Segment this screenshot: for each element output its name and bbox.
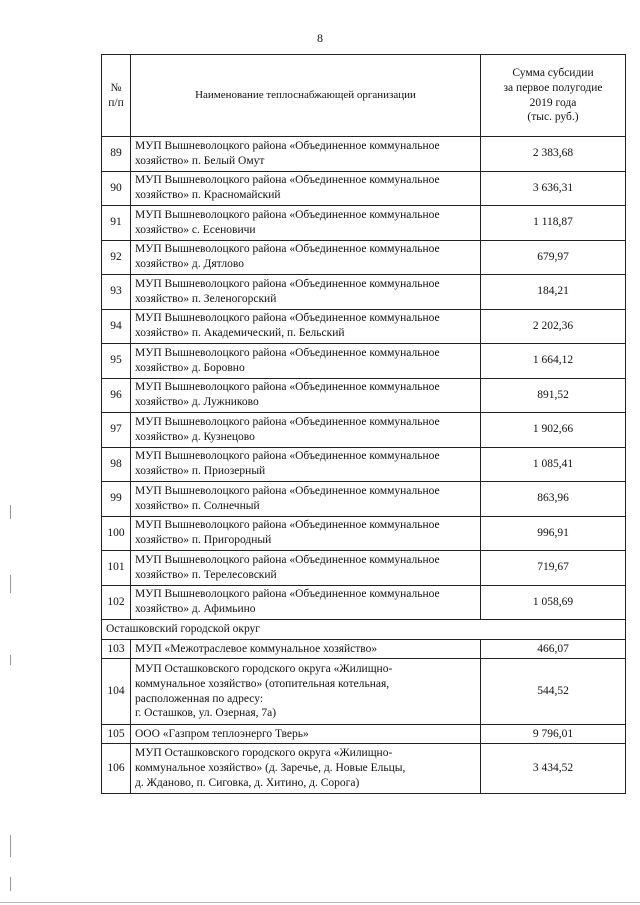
row-number: 103	[102, 640, 131, 659]
row-number: 93	[102, 275, 131, 310]
subsidy-sum: 1 664,12	[481, 344, 626, 379]
organization-name-line: хозяйство» п. Академический, п. Бельский	[135, 327, 345, 340]
organization-name-line: хозяйство» с. Есеновичи	[135, 223, 256, 236]
table-row	[102, 344, 626, 379]
table-row	[102, 585, 626, 620]
organization-name-line: МУП Вышневолоцкого района «Объединенное коммунальное	[135, 208, 440, 221]
row-number: 89	[102, 137, 131, 172]
organization-name-line: МУП Осташковского городского округа «Жилищно-	[135, 747, 393, 760]
subsidy-sum: 466,07	[481, 640, 626, 659]
organization-name-line: хозяйство» д. Боровно	[135, 361, 245, 374]
subsidy-sum: 1 902,66	[481, 413, 626, 448]
header-num: № п/п	[102, 55, 131, 137]
organization-name-line: расположенная по адресу:	[135, 692, 264, 705]
organization-name-line: коммунальное хозяйство» (отопительная котельная,	[135, 677, 390, 690]
header-sum-line: за первое полугодие	[503, 81, 603, 94]
organization-name-line: хозяйство» д. Афимьино	[135, 603, 256, 616]
table-row	[102, 744, 626, 794]
organization-name-line: д. Жданово, п. Сиговка, д. Хитино, д. Сорога)	[135, 776, 360, 789]
row-number: 98	[102, 447, 131, 482]
organization-name-line: МУП Вышневолоцкого района «Объединенное коммунальное	[135, 415, 440, 428]
table-row	[102, 551, 626, 586]
header-sum-line: 2019 года	[529, 96, 577, 109]
header-sum-line: Сумма субсидии	[512, 66, 594, 79]
subsidy-table	[101, 54, 626, 794]
margin-marks	[10, 505, 12, 895]
table-row	[102, 137, 626, 172]
row-number: 90	[102, 171, 131, 206]
organization-name	[131, 275, 481, 310]
organization-name	[131, 378, 481, 413]
header-sum-line: (тыс. руб.)	[527, 111, 579, 124]
table-body	[102, 137, 626, 794]
organization-name-line: МУП «Межотраслевое коммунальное хозяйство»	[135, 642, 378, 655]
table-header-row	[102, 55, 626, 137]
organization-name-line: хозяйство» д. Кузнецово	[135, 430, 255, 443]
row-number: 100	[102, 516, 131, 551]
organization-name	[131, 482, 481, 517]
organization-name-line: МУП Вышневолоцкого района «Объединенное коммунальное	[135, 484, 440, 497]
row-number: 97	[102, 413, 131, 448]
subsidy-sum: 719,67	[481, 551, 626, 586]
header-sum	[481, 55, 626, 137]
organization-name	[131, 585, 481, 620]
organization-name-line: хозяйство» п. Красномайский	[135, 189, 281, 202]
header-name: Наименование теплоснабжающей организации	[131, 55, 481, 137]
row-number: 101	[102, 551, 131, 586]
table-row	[102, 378, 626, 413]
organization-name-line: хозяйство» п. Приозерный	[135, 465, 266, 478]
organization-name-line: МУП Вышневолоцкого района «Объединенное коммунальное	[135, 450, 440, 463]
organization-name-line: хозяйство» п. Солнечный	[135, 499, 260, 512]
organization-name	[131, 447, 481, 482]
organization-name-line: хозяйство» п. Зеленогорский	[135, 292, 277, 305]
organization-name-line: МУП Вышневолоцкого района «Объединенное коммунальное	[135, 519, 440, 532]
subsidy-sum: 184,21	[481, 275, 626, 310]
subsidy-sum: 1 118,87	[481, 206, 626, 241]
organization-name	[131, 744, 481, 794]
organization-name-line: МУП Вышневолоцкого района «Объединенное коммунальное	[135, 243, 440, 256]
subsidy-sum: 891,52	[481, 378, 626, 413]
row-number: 91	[102, 206, 131, 241]
subsidy-sum: 679,97	[481, 240, 626, 275]
subsidy-sum: 9 796,01	[481, 725, 626, 744]
table-row	[102, 516, 626, 551]
organization-name	[131, 344, 481, 379]
organization-name	[131, 640, 481, 659]
organization-name-line: МУП Вышневолоцкого района «Объединенное коммунальное	[135, 588, 440, 601]
table-row	[102, 413, 626, 448]
organization-name-line: хозяйство» п. Пригородный	[135, 534, 272, 547]
organization-name-line: хозяйство» п. Терелесовский	[135, 568, 277, 581]
table-row	[102, 240, 626, 275]
row-number: 102	[102, 585, 131, 620]
row-number: 95	[102, 344, 131, 379]
table-row	[102, 171, 626, 206]
subsidy-sum: 996,91	[481, 516, 626, 551]
subsidy-sum: 1 058,69	[481, 585, 626, 620]
table-row	[102, 309, 626, 344]
row-number: 99	[102, 482, 131, 517]
organization-name-line: хозяйство» д. Лужниково	[135, 396, 259, 409]
row-number: 92	[102, 240, 131, 275]
row-number: 106	[102, 744, 131, 794]
organization-name	[131, 137, 481, 172]
organization-name-line: МУП Вышневолоцкого района «Объединенное коммунальное	[135, 277, 440, 290]
table-row	[102, 659, 626, 725]
organization-name-line: ООО «Газпром теплоэнерго Тверь»	[135, 727, 309, 740]
table-row	[102, 640, 626, 659]
organization-name	[131, 516, 481, 551]
organization-name	[131, 171, 481, 206]
subsidy-sum: 544,52	[481, 659, 626, 725]
organization-name-line: МУП Осташковского городского округа «Жилищно-	[135, 662, 393, 675]
subsidy-sum: 3 434,52	[481, 744, 626, 794]
section-row	[102, 620, 626, 640]
organization-name-line: хозяйство» п. Белый Омут	[135, 154, 265, 167]
organization-name-line: МУП Вышневолоцкого района «Объединенное коммунальное	[135, 139, 440, 152]
subsidy-sum: 3 636,31	[481, 171, 626, 206]
organization-name	[131, 659, 481, 725]
organization-name-line: МУП Вышневолоцкого района «Объединенное коммунальное	[135, 346, 440, 359]
organization-name	[131, 309, 481, 344]
section-title: Осташковский городской округ	[102, 620, 626, 640]
organization-name-line: МУП Вышневолоцкого района «Объединенное коммунальное	[135, 174, 440, 187]
organization-name-line: МУП Вышневолоцкого района «Объединенное коммунальное	[135, 312, 440, 325]
organization-name	[131, 551, 481, 586]
subsidy-sum: 2 202,36	[481, 309, 626, 344]
table-row	[102, 275, 626, 310]
organization-name	[131, 413, 481, 448]
organization-name-line: МУП Вышневолоцкого района «Объединенное коммунальное	[135, 381, 440, 394]
table-row	[102, 447, 626, 482]
subsidy-sum: 863,96	[481, 482, 626, 517]
organization-name	[131, 725, 481, 744]
organization-name	[131, 206, 481, 241]
row-number: 94	[102, 309, 131, 344]
page-number: 8	[317, 31, 323, 45]
organization-name-line: МУП Вышневолоцкого района «Объединенное коммунальное	[135, 553, 440, 566]
organization-name-line: хозяйство» д. Дятлово	[135, 258, 244, 271]
subsidy-sum: 1 085,41	[481, 447, 626, 482]
row-number: 104	[102, 659, 131, 725]
table-row	[102, 482, 626, 517]
table-row	[102, 206, 626, 241]
organization-name-line: г. Осташков, ул. Озерная, 7а)	[135, 707, 277, 720]
row-number: 96	[102, 378, 131, 413]
subsidy-sum: 2 383,68	[481, 137, 626, 172]
organization-name	[131, 240, 481, 275]
table-row	[102, 725, 626, 744]
page-edge-line	[0, 902, 640, 903]
row-number: 105	[102, 725, 131, 744]
organization-name-line: коммунальное хозяйство» (д. Заречье, д. Новые Ельцы,	[135, 762, 406, 775]
